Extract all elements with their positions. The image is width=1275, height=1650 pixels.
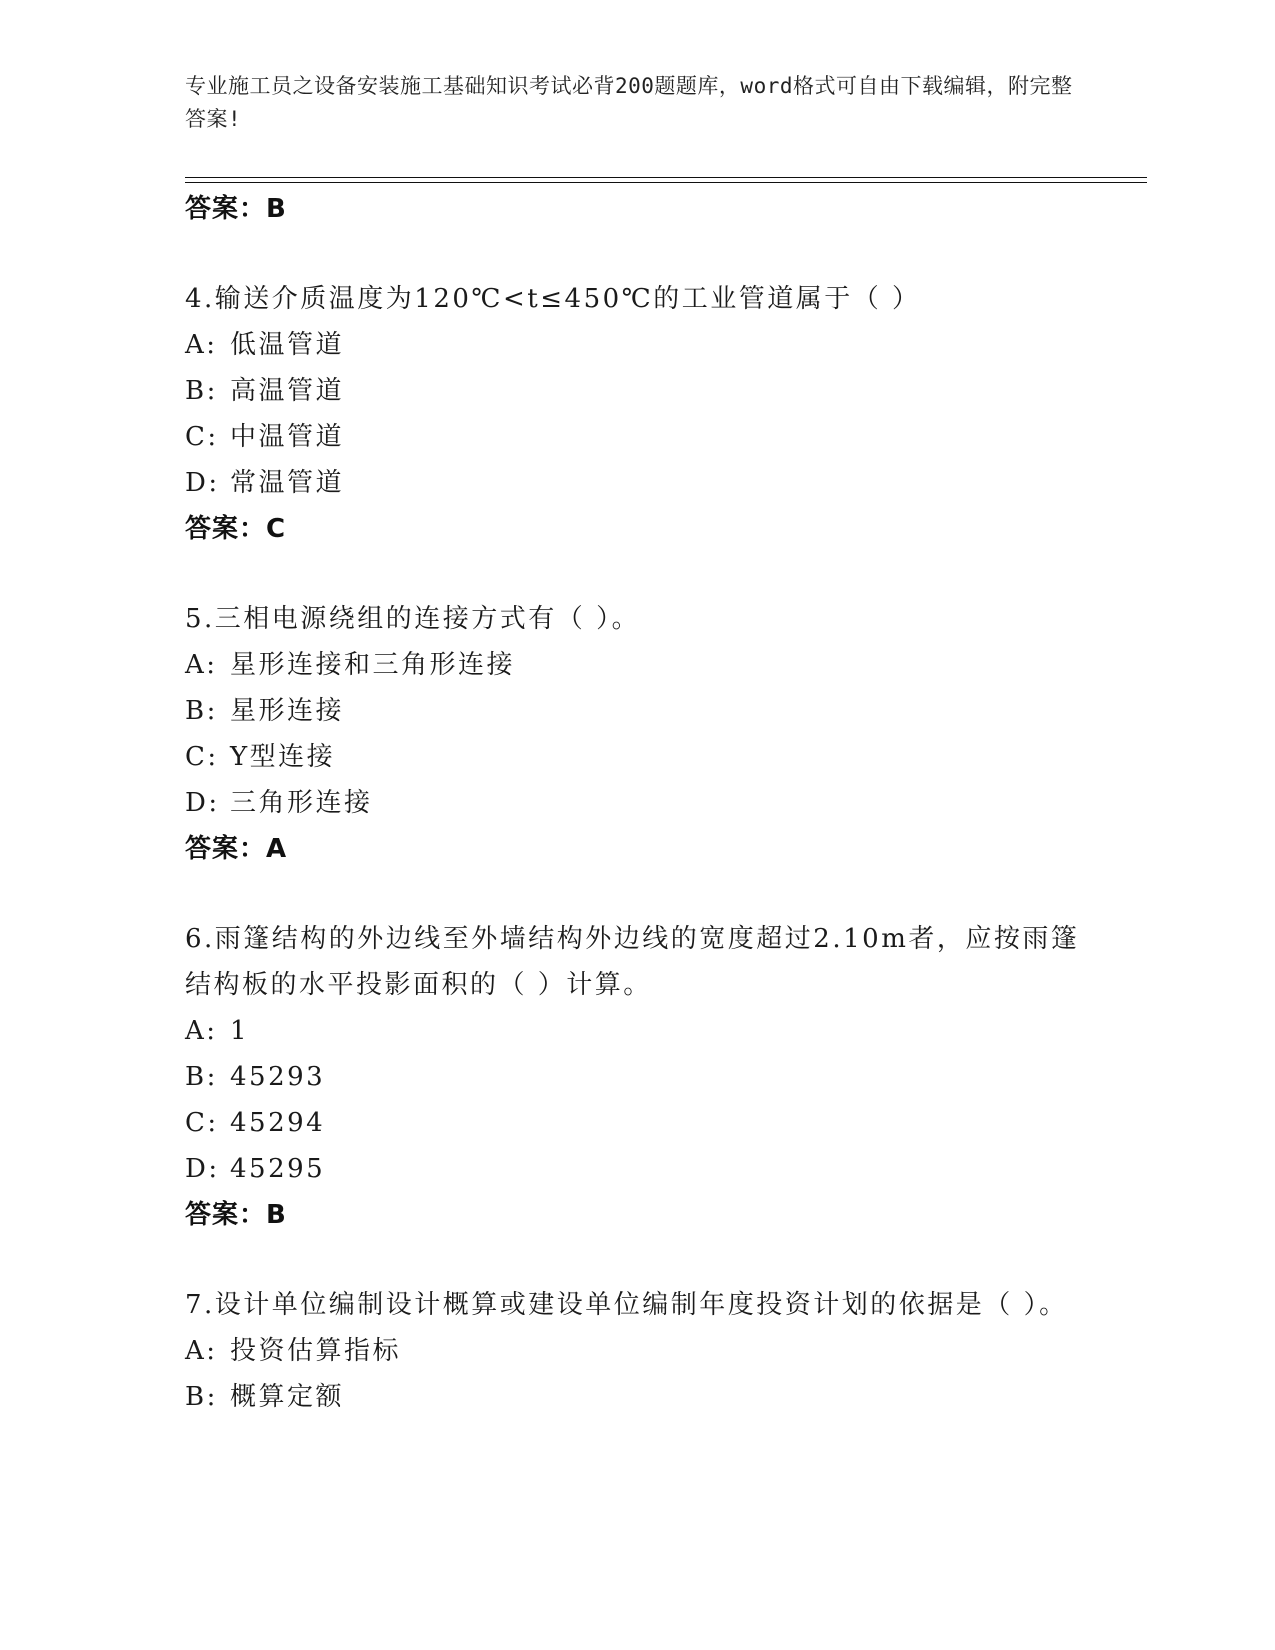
answer-line: 答案：A: [185, 834, 288, 864]
option-text: 1: [230, 1016, 250, 1046]
option-key: D:: [185, 788, 220, 818]
option-text: 45293: [230, 1062, 326, 1092]
option-text: 投资估算指标: [230, 1336, 402, 1366]
option-key: B:: [185, 1382, 218, 1412]
option-text: 概算定额: [230, 1382, 345, 1412]
option-text: Y型连接: [230, 742, 336, 772]
option-key: C:: [185, 742, 219, 772]
option-text: 三角形连接: [230, 788, 373, 818]
question-6: [185, 916, 1090, 1238]
question-7: [185, 1282, 1090, 1420]
question-stem: 4.输送介质温度为120℃<t≤450℃的工业管道属于（ ）: [185, 284, 921, 314]
question-stem: 7.设计单位编制设计概算或建设单位编制年度投资计划的依据是（ ）。: [185, 1290, 1068, 1320]
header-divider: [185, 177, 1147, 183]
option-b: [185, 368, 1090, 414]
option-a: [185, 642, 1090, 688]
option-key: D:: [185, 1154, 220, 1184]
option-a: [185, 322, 1090, 368]
option-text: 星形连接和三角形连接: [230, 650, 516, 680]
option-text: 中温管道: [230, 422, 345, 452]
answer-line: 答案：C: [185, 514, 287, 544]
page-header: 专业施工员之设备安装施工基础知识考试必背200题题库，word格式可自由下载编辑，附完整答案!: [185, 74, 1073, 131]
option-key: D:: [185, 468, 220, 498]
option-text: 星形连接: [230, 696, 345, 726]
option-key: B:: [185, 376, 218, 406]
option-key: B:: [185, 696, 218, 726]
option-d: [185, 1146, 1090, 1192]
option-b: [185, 1054, 1090, 1100]
answer-line: 答案：B: [185, 194, 287, 224]
option-key: B:: [185, 1062, 218, 1092]
option-key: C:: [185, 1108, 219, 1138]
option-b: [185, 1374, 1090, 1420]
option-text: 高温管道: [230, 376, 345, 406]
option-a: [185, 1008, 1090, 1054]
question-4: [185, 276, 1090, 552]
option-c: [185, 734, 1090, 780]
option-key: A:: [185, 330, 218, 360]
question-stem: 6.雨篷结构的外边线至外墙结构外边线的宽度超过2.10m者，应按雨篷结构板的水平投影面积的（ ）计算。: [185, 924, 1080, 1000]
option-text: 45294: [230, 1108, 326, 1138]
option-key: A:: [185, 650, 218, 680]
option-key: A:: [185, 1016, 218, 1046]
option-key: C:: [185, 422, 219, 452]
option-a: [185, 1328, 1090, 1374]
option-c: [185, 1100, 1090, 1146]
option-key: A:: [185, 1336, 218, 1366]
option-c: [185, 414, 1090, 460]
option-text: 45295: [230, 1154, 326, 1184]
answer-line: 答案：B: [185, 1200, 287, 1230]
document-body: [185, 186, 1090, 1420]
option-text: 低温管道: [230, 330, 345, 360]
option-d: [185, 460, 1090, 506]
question-5: [185, 596, 1090, 872]
option-b: [185, 688, 1090, 734]
option-d: [185, 780, 1090, 826]
option-text: 常温管道: [230, 468, 345, 498]
question-stem: 5.三相电源绕组的连接方式有（ ）。: [185, 604, 641, 634]
